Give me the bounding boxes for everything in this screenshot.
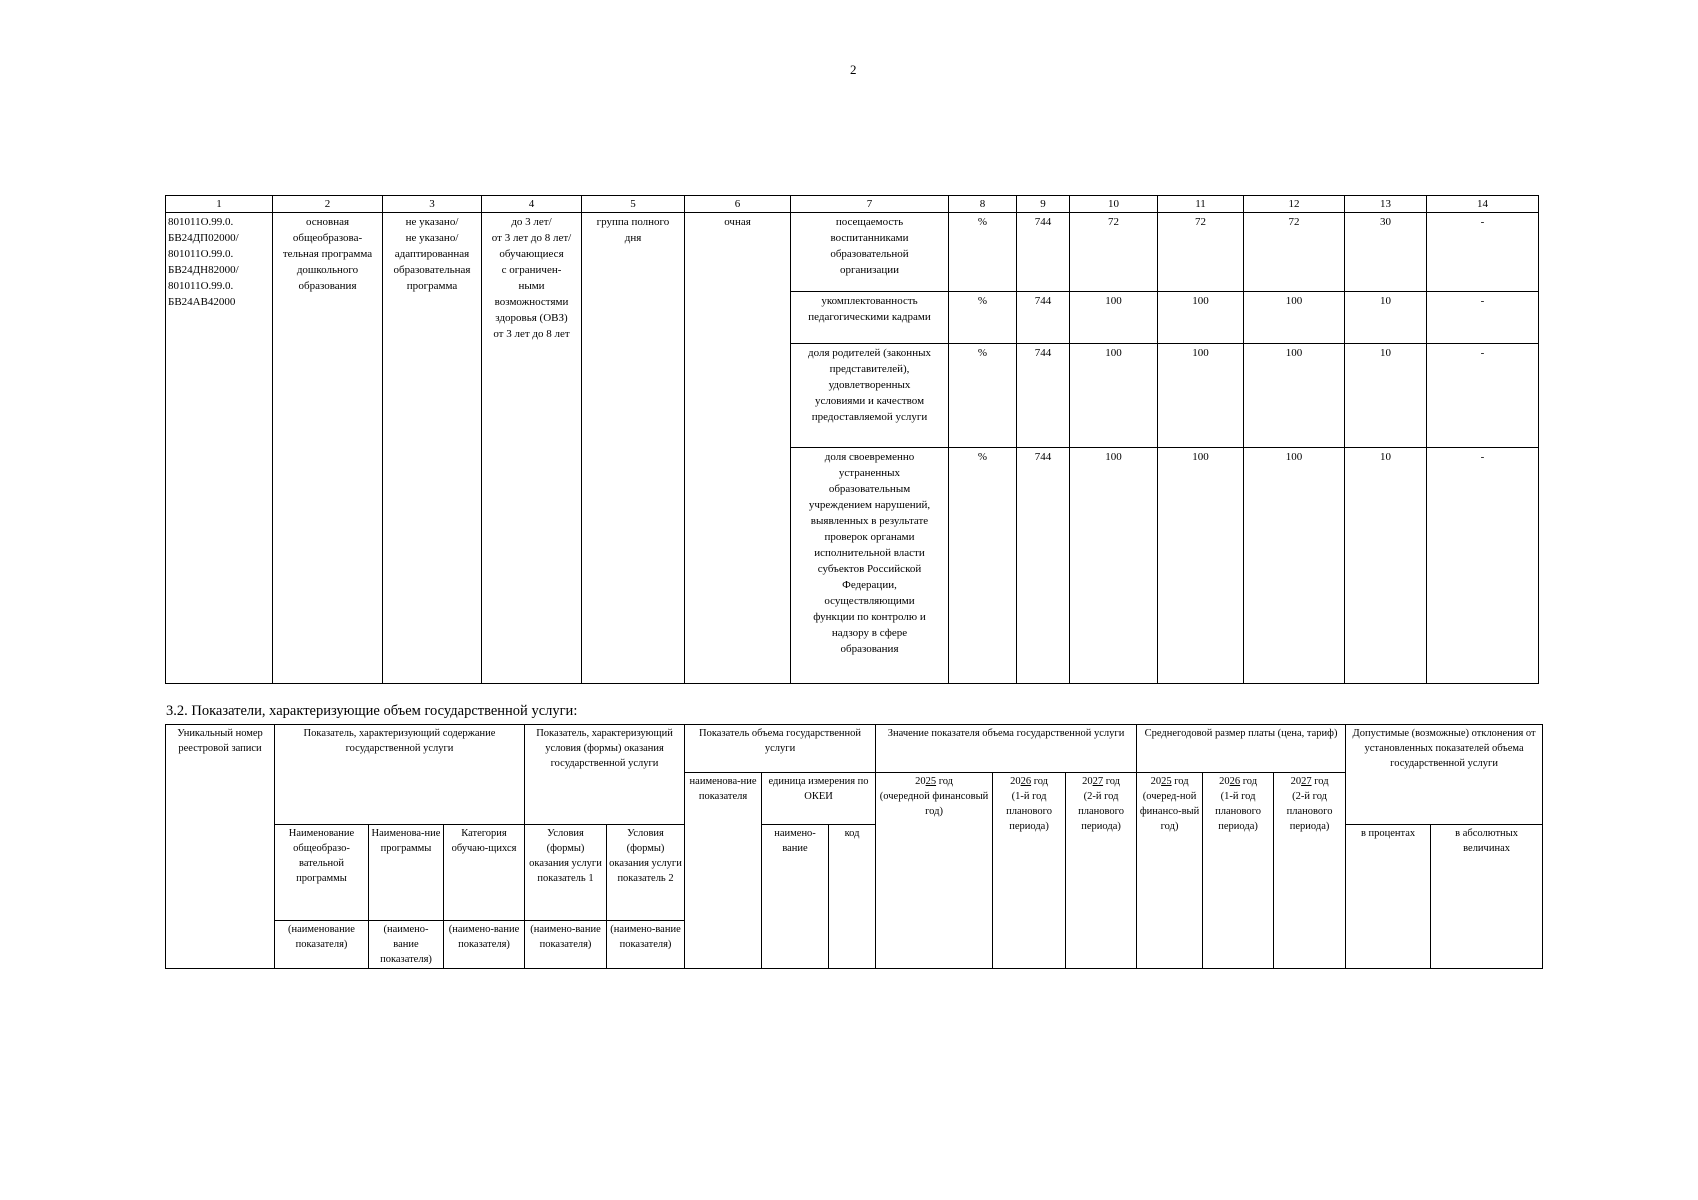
category-line: до 3 лет/ bbox=[511, 216, 552, 228]
value-2026-header bbox=[993, 772, 1066, 968]
form-cell: очная bbox=[685, 213, 791, 684]
value-2026-cell: 100 bbox=[1158, 292, 1244, 344]
program-type-line: образовательная bbox=[393, 264, 471, 276]
column-number: 10 bbox=[1070, 196, 1158, 213]
condition-line: дня bbox=[624, 232, 642, 244]
price-header: Среднегодовой размер платы (цена, тариф) bbox=[1137, 725, 1346, 773]
column-number: 11 bbox=[1158, 196, 1244, 213]
deviation-absolute-header: в абсолютных величинах bbox=[1431, 824, 1543, 968]
program-type-line: не указано/ bbox=[405, 216, 459, 228]
deviation-percent-cell: 10 bbox=[1345, 448, 1427, 684]
year-note: (очеред-ной финансо-вый год) bbox=[1139, 790, 1200, 832]
indicator-line: осуществляющими bbox=[824, 595, 915, 607]
column-number-row bbox=[166, 196, 1539, 213]
year-prefix: 20 bbox=[915, 775, 926, 787]
deviation-percent-cell: 10 bbox=[1345, 344, 1427, 448]
condition-2-header: Условия (формы) оказания услуги показатель 2 bbox=[607, 824, 685, 920]
deviation-percent-cell: 30 bbox=[1345, 213, 1427, 292]
indicator-name-label: (наименование показателя) bbox=[275, 920, 369, 968]
column-number: 1 bbox=[166, 196, 273, 213]
unit-cell: % bbox=[949, 448, 1017, 684]
condition-cell bbox=[582, 213, 685, 684]
year-word: год bbox=[1174, 775, 1189, 787]
indicator-line: организации bbox=[839, 264, 900, 276]
year-prefix: 20 bbox=[1219, 775, 1230, 787]
table-row bbox=[166, 213, 1539, 292]
program-line: дошкольного bbox=[296, 264, 359, 276]
column-number: 9 bbox=[1017, 196, 1070, 213]
indicator-line: педагогическими кадрами bbox=[808, 311, 931, 323]
column-number: 8 bbox=[949, 196, 1017, 213]
year-word: год bbox=[1314, 775, 1329, 787]
okei-code-cell: 744 bbox=[1017, 344, 1070, 448]
deviation-absolute-cell: - bbox=[1427, 213, 1539, 292]
header-row-1 bbox=[166, 725, 1543, 773]
indicator-line: предоставляемой услуги bbox=[811, 411, 928, 423]
indicator-line: надзору в сфере bbox=[831, 627, 908, 639]
indicator-line: укомплектованность bbox=[821, 295, 918, 307]
indicator-line: представителей), bbox=[829, 363, 910, 375]
value-2027-cell: 100 bbox=[1244, 292, 1345, 344]
column-number: 4 bbox=[482, 196, 582, 213]
registry-code: 801011О.99.0. bbox=[168, 280, 234, 292]
value-2025-cell: 100 bbox=[1070, 448, 1158, 684]
column-number: 14 bbox=[1427, 196, 1539, 213]
category-line: ными bbox=[518, 280, 545, 292]
indicator-line: условиями и качеством bbox=[814, 395, 925, 407]
quality-indicators-table bbox=[165, 195, 1539, 684]
indicator-line: функции по контролю и bbox=[813, 611, 926, 623]
program-line: образования bbox=[298, 280, 357, 292]
year-prefix: 20 bbox=[1150, 775, 1162, 787]
year-suffix: 25 bbox=[1161, 775, 1172, 787]
value-2027-cell: 100 bbox=[1244, 448, 1345, 684]
year-word: год bbox=[938, 775, 954, 787]
indicator-line: доля своевременно bbox=[824, 451, 915, 463]
deviation-header: Допустимые (возможные) отклонения от установленных показателей объема государственной услуги bbox=[1346, 725, 1543, 773]
year-word: год bbox=[1033, 775, 1049, 787]
category-line: обучающиеся bbox=[499, 248, 564, 260]
indicator-cell bbox=[791, 292, 949, 344]
indicator-line: устраненных bbox=[838, 467, 901, 479]
value-2027-cell: 72 bbox=[1244, 213, 1345, 292]
deviation-absolute-cell: - bbox=[1427, 448, 1539, 684]
unique-number-header: Уникальный номер реестровой записи bbox=[166, 725, 275, 969]
okei-code-cell: 744 bbox=[1017, 448, 1070, 684]
program-type-line: не указано/ bbox=[405, 232, 459, 244]
indicator-name-label: (наимено-вание показателя) bbox=[444, 920, 525, 968]
value-2025-cell: 72 bbox=[1070, 213, 1158, 292]
column-number: 2 bbox=[273, 196, 383, 213]
price-2025-header bbox=[1137, 772, 1203, 968]
value-2026-cell: 72 bbox=[1158, 213, 1244, 292]
indicator-line: посещаемость bbox=[835, 216, 904, 228]
program-name-header: Наименование общеобразо-вательной программы bbox=[275, 824, 369, 920]
unit-cell: % bbox=[949, 213, 1017, 292]
value-2026-cell: 100 bbox=[1158, 344, 1244, 448]
program-line: тельная программа bbox=[282, 248, 373, 260]
year-note: (1-й год планового периода) bbox=[1215, 790, 1261, 832]
category-line: возможностями bbox=[494, 296, 569, 308]
indicator-name-label: (наимено-вание показателя) bbox=[369, 920, 444, 968]
indicator-line: субъектов Российской bbox=[817, 563, 922, 575]
condition-1-header: Условия (формы) оказания услуги показатель 1 bbox=[525, 824, 607, 920]
indicator-cell bbox=[791, 213, 949, 292]
unit-code-header: код bbox=[829, 824, 876, 968]
indicator-line: учреждением нарушений, bbox=[808, 499, 931, 511]
registry-codes-cell bbox=[166, 213, 273, 684]
year-prefix: 20 bbox=[1290, 775, 1302, 787]
year-note: (1-й год планового периода) bbox=[1006, 790, 1052, 832]
indicator-cell bbox=[791, 448, 949, 684]
year-suffix: 27 bbox=[1092, 775, 1104, 787]
indicator-line: образовательной bbox=[830, 248, 909, 260]
year-word: год bbox=[1105, 775, 1121, 787]
category-line: здоровья (ОВЗ) bbox=[495, 312, 568, 324]
okei-code-cell: 744 bbox=[1017, 292, 1070, 344]
indicator-line: Федерации, bbox=[842, 579, 897, 591]
category-cell bbox=[482, 213, 582, 684]
program-type-line: адаптированная bbox=[394, 248, 470, 260]
value-2025-header bbox=[876, 772, 993, 968]
unit-name-header: наимено-вание bbox=[762, 824, 829, 968]
conditions-indicator-header: Показатель, характеризующий условия (формы) оказания государственной услуги bbox=[525, 725, 685, 825]
category-line: с ограничен- bbox=[501, 264, 562, 276]
indicator-line: образовательным bbox=[828, 483, 911, 495]
indicator-line: образования bbox=[840, 643, 899, 655]
column-number: 3 bbox=[383, 196, 482, 213]
program-type-line: программа bbox=[406, 280, 458, 292]
indicator-name-label: (наимено-вание показателя) bbox=[525, 920, 607, 968]
volume-indicators-table bbox=[165, 724, 1543, 969]
year-note: (2-й год планового периода) bbox=[1286, 790, 1333, 832]
deviation-percent-header: в процентах bbox=[1346, 824, 1431, 968]
program-type-cell bbox=[383, 213, 482, 684]
indicator-line: исполнительной власти bbox=[814, 547, 925, 559]
column-number: 12 bbox=[1244, 196, 1345, 213]
indicator-line: проверок органами bbox=[824, 531, 915, 543]
program-line: общеобразова- bbox=[292, 232, 363, 244]
value-2025-cell: 100 bbox=[1070, 292, 1158, 344]
year-word: год bbox=[1242, 775, 1258, 787]
registry-code: БВ24АВ42000 bbox=[168, 296, 236, 308]
registry-code: 801011О.99.0. bbox=[168, 216, 234, 228]
deviation-header-spacer bbox=[1346, 772, 1543, 824]
indicator-line: удовлетворенных bbox=[828, 379, 911, 391]
year-note: (очередной финансовый год) bbox=[879, 790, 989, 817]
program-title-header: Наименова-ние программы bbox=[369, 824, 444, 920]
registry-code: БВ24ДН82000/ bbox=[168, 264, 239, 276]
unit-cell: % bbox=[949, 344, 1017, 448]
registry-code: БВ24ДП02000/ bbox=[168, 232, 239, 244]
condition-line: группа полного bbox=[596, 216, 670, 228]
deviation-absolute-cell: - bbox=[1427, 344, 1539, 448]
program-cell bbox=[273, 213, 383, 684]
unit-cell: % bbox=[949, 292, 1017, 344]
year-suffix: 26 bbox=[1020, 775, 1032, 787]
indicator-cell bbox=[791, 344, 949, 448]
indicator-line: доля родителей (законных bbox=[808, 347, 931, 359]
section-title: 3.2. Показатели, характеризующие объем государственной услуги: bbox=[166, 703, 578, 719]
value-header: Значение показателя объема государственной услуги bbox=[876, 725, 1137, 773]
page-number: 2 bbox=[850, 62, 857, 77]
registry-code: 801011О.99.0. bbox=[168, 248, 234, 260]
category-line: от 3 лет до 8 лет bbox=[493, 328, 570, 340]
year-prefix: 20 bbox=[1082, 775, 1093, 787]
indicator-name-label: (наимено-вание показателя) bbox=[607, 920, 685, 968]
indicator-line: выявленных в результате bbox=[810, 515, 929, 527]
value-2026-cell: 100 bbox=[1158, 448, 1244, 684]
column-number: 7 bbox=[791, 196, 949, 213]
indicator-line: воспитанниками bbox=[830, 232, 909, 244]
year-suffix: 25 bbox=[925, 775, 937, 787]
volume-indicator-header: Показатель объема государственной услуги bbox=[685, 725, 876, 773]
category-line: от 3 лет до 8 лет/ bbox=[491, 232, 572, 244]
column-number: 5 bbox=[582, 196, 685, 213]
deviation-absolute-cell: - bbox=[1427, 292, 1539, 344]
year-suffix: 26 bbox=[1229, 775, 1241, 787]
okei-code-cell: 744 bbox=[1017, 213, 1070, 292]
price-2026-header bbox=[1203, 772, 1274, 968]
year-note: (2-й год планового периода) bbox=[1078, 790, 1124, 832]
program-line: основная bbox=[305, 216, 350, 228]
volume-name-header: наименова-ние показателя bbox=[685, 772, 762, 968]
content-indicator-header: Показатель, характеризующий содержание государственной услуги bbox=[275, 725, 525, 825]
year-prefix: 20 bbox=[1010, 775, 1021, 787]
column-number: 13 bbox=[1345, 196, 1427, 213]
unit-okei-header: единица измерения по ОКЕИ bbox=[762, 772, 876, 824]
year-suffix: 27 bbox=[1301, 775, 1312, 787]
deviation-percent-cell: 10 bbox=[1345, 292, 1427, 344]
value-2025-cell: 100 bbox=[1070, 344, 1158, 448]
price-2027-header bbox=[1274, 772, 1346, 968]
column-number: 6 bbox=[685, 196, 791, 213]
value-2027-cell: 100 bbox=[1244, 344, 1345, 448]
category-header: Категория обучаю-щихся bbox=[444, 824, 525, 920]
value-2027-header bbox=[1066, 772, 1137, 968]
